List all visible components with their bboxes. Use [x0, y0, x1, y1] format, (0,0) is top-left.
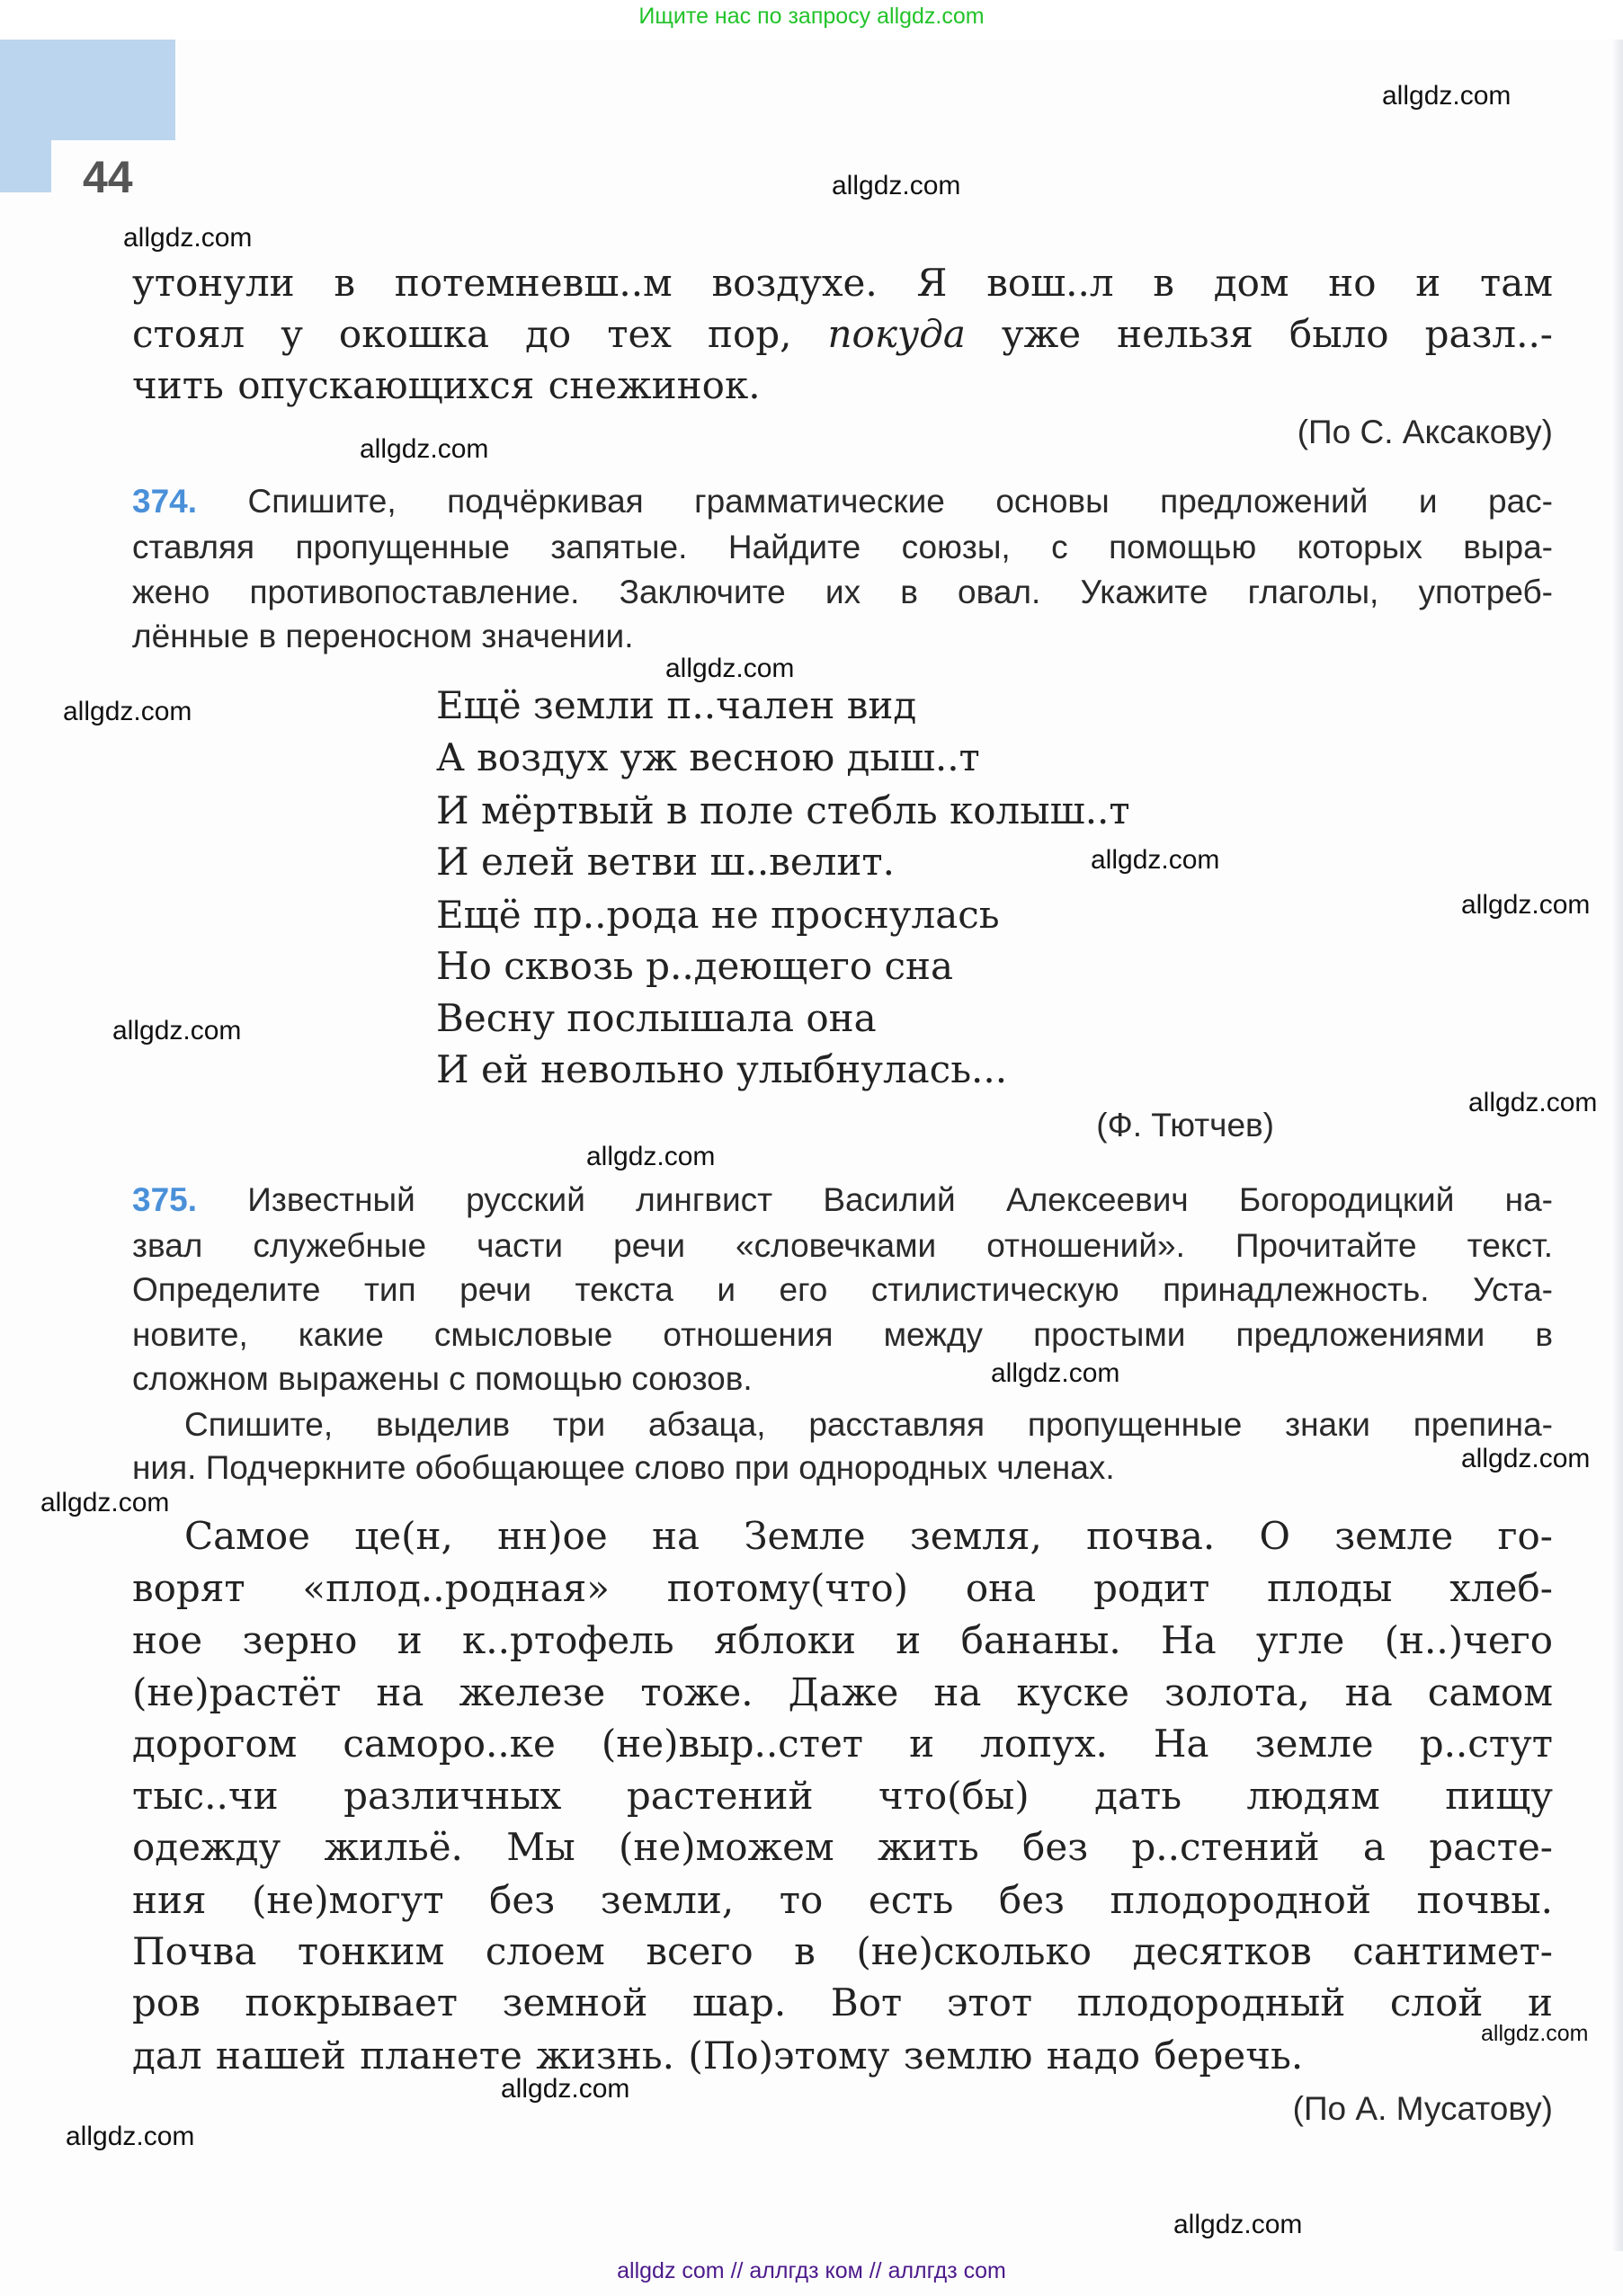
attribution: (Ф. Тютчев): [1096, 1107, 1274, 1144]
prose-line: дорогом саморо..ке (не)выр..стет и лопух. На земле р..стут: [132, 1722, 1553, 1766]
corner-decoration: [0, 40, 175, 140]
poem-line: Но сквозь р..деющего сна: [436, 944, 954, 988]
promo-link[interactable]: Ищите нас по запросу allgdz.com: [638, 4, 985, 29]
poem-line: А воздух уж весною дыш..т: [436, 735, 980, 779]
poem-line: И елей ветви ш..велит.: [436, 840, 895, 884]
task-line: ния. Подчеркните обобщающее слово при однородных членах.: [132, 1449, 1115, 1486]
page-edge-shadow: [1610, 40, 1623, 2251]
poem-line: И мёртвый в поле стебль колыш..т: [436, 788, 1130, 832]
exercise-375-line: Определите тип речи текста и его стилистическую принадлежность. Уста-: [132, 1271, 1553, 1308]
exercise-number: 375.: [132, 1181, 198, 1218]
watermark-text: allgdz.com: [66, 2122, 195, 2151]
exercise-374-line: жено противопоставление. Заключите их в овал. Укажите глаголы, употреб-: [132, 574, 1553, 610]
prose-line: одежду жильё. Мы (не)можем жить без р..стений а расте-: [132, 1825, 1553, 1869]
watermark: allgdz.com: [1461, 1444, 1591, 1473]
prose-line: Почва тонким слоем всего в (не)сколько десятков сантимет-: [132, 1929, 1553, 1973]
watermark: allgdz.com: [360, 434, 489, 464]
watermark: allgdz.com: [40, 1488, 170, 1517]
exercise-375-line: звал служебные части речи «словечками отношений». Прочитайте текст.: [132, 1227, 1553, 1264]
prose-line: ров покрывает земной шар. Вот этот плодородный слой и: [132, 1980, 1553, 2025]
text-line: [132, 312, 1553, 356]
task-line: Спишите, выделив три абзаца, расставляя пропущенные знаки препина-: [184, 1406, 1553, 1443]
text-line: утонули в потемневш..м воздухе. Я вош..л в дом но и там: [132, 261, 1553, 305]
prose-line: Самое це(н, нн)ое на Земле земля, почва. О земле го-: [184, 1514, 1553, 1558]
watermark: allgdz.com: [1461, 890, 1591, 920]
watermark: allgdz.com: [112, 1016, 242, 1046]
watermark: allgdz.com: [501, 2074, 630, 2104]
text-segment: уже нельзя было разл..-: [965, 312, 1553, 356]
exercise-number: 374.: [132, 483, 198, 520]
watermark: allgdz.com: [63, 697, 192, 726]
watermark: allgdz.com: [123, 223, 253, 253]
text-segment: Спишите, подчёркивая грамматические основы предложений и рас-: [247, 483, 1553, 520]
prose-line: (не)растёт на железе тоже. Даже на куске золота, на самом: [132, 1670, 1553, 1714]
attribution: (По А. Мусатову): [1292, 2090, 1553, 2127]
prose-line: ворят «плод..родная» потому(что) она родит плоды хлеб-: [132, 1566, 1553, 1610]
exercise-375-line: сложном выражены с помощью союзов.: [132, 1360, 753, 1397]
prose-line: дал нашей планете жизнь. (По)этому землю надо беречь.: [132, 2033, 1304, 2078]
watermark: allgdz.com: [1468, 1088, 1598, 1117]
watermark: allgdz.com: [586, 1142, 716, 1171]
watermark: allgdz.com: [832, 171, 961, 200]
exercise-374-line: ставляя пропущенные запятые. Найдите союзы, с помощью которых выра-: [132, 529, 1553, 565]
page-number: 44: [83, 152, 133, 202]
poem-line: Ещё земли п..чален вид: [436, 683, 917, 727]
text-segment: стоял у окошка до тех пор,: [132, 312, 828, 356]
watermark: allgdz.com: [1173, 2210, 1303, 2239]
attribution: (По С. Аксакову): [1297, 414, 1553, 450]
text-segment: Известный русский лингвист Василий Алексеевич Богородицкий на-: [247, 1181, 1554, 1218]
poem-line: Весну послышала она: [436, 996, 877, 1040]
poem-line: И ей невольно улыбнулась...: [436, 1047, 1008, 1091]
watermark: allgdz.com: [665, 654, 795, 683]
poem-line: Ещё пр..рода не проснулась: [436, 893, 1000, 937]
prose-line: ное зерно и к..ртофель яблоки и бананы. На угле (н..)чего: [132, 1618, 1553, 1662]
corner-decoration-tab: [0, 140, 51, 192]
footer-links[interactable]: allgdz com // аллгдз ком // аллгдз com: [617, 2258, 1006, 2283]
watermark: [66, 2122, 194, 2152]
italic-word: покуда: [827, 312, 966, 356]
prose-line: ния (не)могут без земли, то есть без плодородной почвы.: [132, 1878, 1553, 1922]
prose-line: тыс..чи различных растений что(бы) дать людям пищу: [132, 1774, 1553, 1818]
watermark: allgdz.com: [1091, 845, 1220, 875]
exercise-375-line: новите, какие смысловые отношения между простыми предложениями в: [132, 1316, 1553, 1353]
exercise-374-line: лённые в переносном значении.: [132, 618, 634, 654]
exercise-375-line: [132, 1181, 1553, 1219]
exercise-374-line: [132, 483, 1553, 521]
watermark: allgdz.com: [1481, 2021, 1589, 2046]
watermark: allgdz.com: [991, 1358, 1120, 1388]
text-line: чить опускающихся снежинок.: [132, 363, 761, 407]
watermark: allgdz.com: [1382, 81, 1512, 111]
